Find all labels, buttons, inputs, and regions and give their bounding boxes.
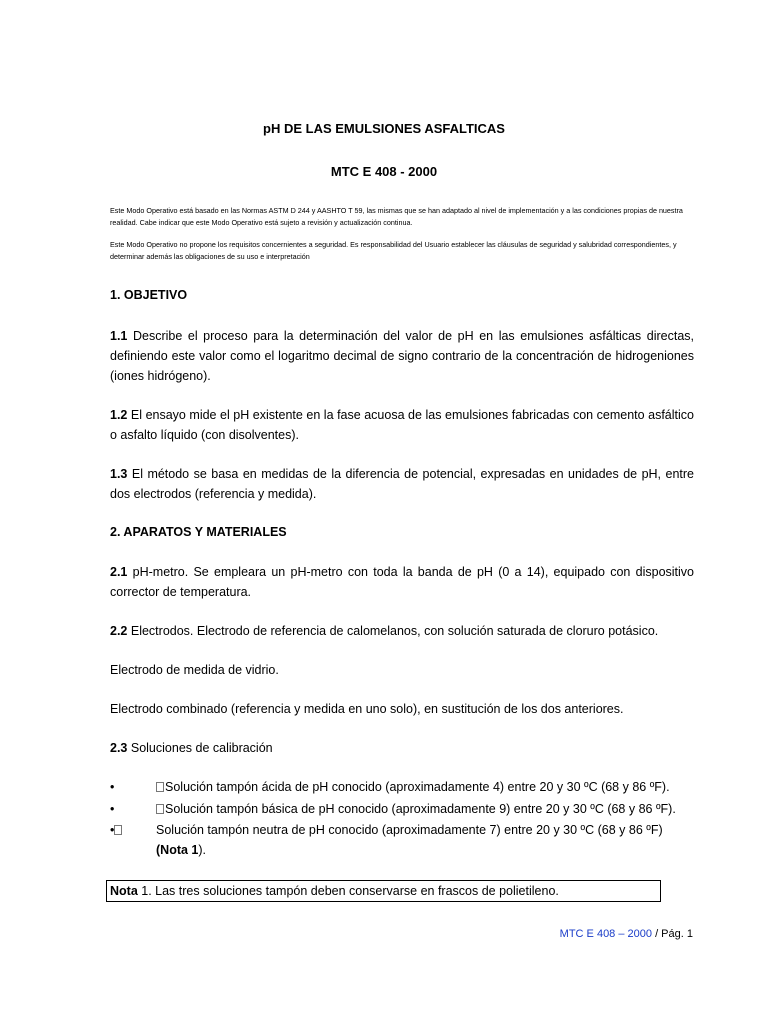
paragraph-1-2: [110, 405, 694, 445]
bullet-text: Solución tampón neutra de pH conocido (aproximadamente 7) entre 20 y 30 ºC (68 y 86 ºF): [156, 823, 663, 837]
paragraph-number: 1.2: [110, 408, 128, 422]
document-code: MTC E 408 - 2000: [330, 164, 438, 179]
bullet-item-basic: [110, 799, 694, 819]
paragraph-electrode-glass: Electrodo de medida de vidrio.: [110, 663, 279, 677]
note-box: [106, 880, 661, 902]
paragraph-1-1: [110, 326, 694, 386]
paragraph-electrode-combined: Electrodo combinado (referencia y medida en uno solo), en sustitución de los dos anteriores.: [110, 702, 624, 716]
paragraph-number: 1.3: [110, 467, 128, 481]
note-reference-tail: ).: [198, 843, 207, 857]
paragraph-text: Electrodos. Electrodo de referencia de calomelanos, con solución saturada de cloruro potásico.: [127, 624, 659, 638]
paragraph-text: El método se basa en medidas de la diferencia de potencial, expresadas en unidades de pH, entre dos electrodos (referencia y medida).: [110, 467, 694, 501]
missing-glyph-icon: [114, 825, 122, 835]
paragraph-number: 2.1: [110, 565, 128, 579]
intro-paragraph-2: Este Modo Operativo no propone los requisitos concernientes a seguridad. Es responsabilidad del Usuario establecer las cláusulas de seguridad y salubridad correspondientes, y determinar además las obligaciones de su uso e interpretación: [110, 240, 677, 261]
bullet-text: Solución tampón básica de pH conocido (aproximadamente 9) entre 20 y 30 ºC (68 y 86 ºF).: [165, 802, 676, 816]
paragraph-text: Describe el proceso para la determinación del valor de pH en las emulsiones asfálticas directas, definiendo este valor como el logaritmo decimal de signo contrario de la concentración de hidrogeniones (iones hidrógeno).: [110, 329, 694, 383]
paragraph-1-3: [110, 464, 694, 504]
paragraph-number: 2.3: [110, 741, 128, 755]
footer-code: MTC E 408 – 2000: [559, 928, 653, 940]
bullet-text: Solución tampón ácida de pH conocido (aproximadamente 4) entre 20 y 30 ºC (68 y 86 ºF).: [165, 780, 670, 794]
bullet-icon: •: [110, 802, 115, 816]
missing-glyph-icon: [156, 782, 164, 792]
paragraph-2-2: [110, 621, 694, 641]
section-1-heading: 1. OBJETIVO: [110, 288, 188, 302]
note-text: 1. Las tres soluciones tampón deben conservarse en frascos de polietileno.: [137, 884, 559, 898]
note-reference: (Nota 1: [156, 843, 199, 857]
document-title: pH DE LAS EMULSIONES ASFALTICAS: [263, 121, 505, 136]
paragraph-number: 1.1: [110, 329, 128, 343]
paragraph-number: 2.2: [110, 624, 128, 638]
paragraph-text: pH-metro. Se empleara un pH-metro con toda la banda de pH (0 a 14), equipado con dispositivo corrector de temperatura.: [110, 565, 694, 599]
section-2-heading: 2. APARATOS Y MATERIALES: [110, 525, 287, 539]
bullet-item-neutral: [110, 820, 694, 860]
page-footer: [560, 928, 693, 940]
note-label: Nota: [110, 884, 138, 898]
paragraph-text: Soluciones de calibración: [127, 741, 273, 755]
paragraph-2-1: [110, 562, 694, 602]
footer-page-number: / Pág. 1: [652, 928, 693, 940]
intro-paragraph-1: Este Modo Operativo está basado en las Normas ASTM D 244 y AASHTO T 59, las mismas que se han adaptado al nivel de implementación y a las condiciones propias de nuestra realidad. Cabe indicar que este Modo Operativo está sujeto a revisión y actualización continua.: [110, 206, 683, 227]
bullet-icon: •: [110, 823, 115, 837]
bullet-item-acid: [110, 777, 694, 797]
missing-glyph-icon: [156, 804, 164, 814]
paragraph-text: El ensayo mide el pH existente en la fase acuosa de las emulsiones fabricadas con cemento asfáltico o asfalto líquido (con disolventes).: [110, 408, 694, 442]
paragraph-2-3: [110, 738, 694, 758]
bullet-icon: •: [110, 780, 115, 794]
